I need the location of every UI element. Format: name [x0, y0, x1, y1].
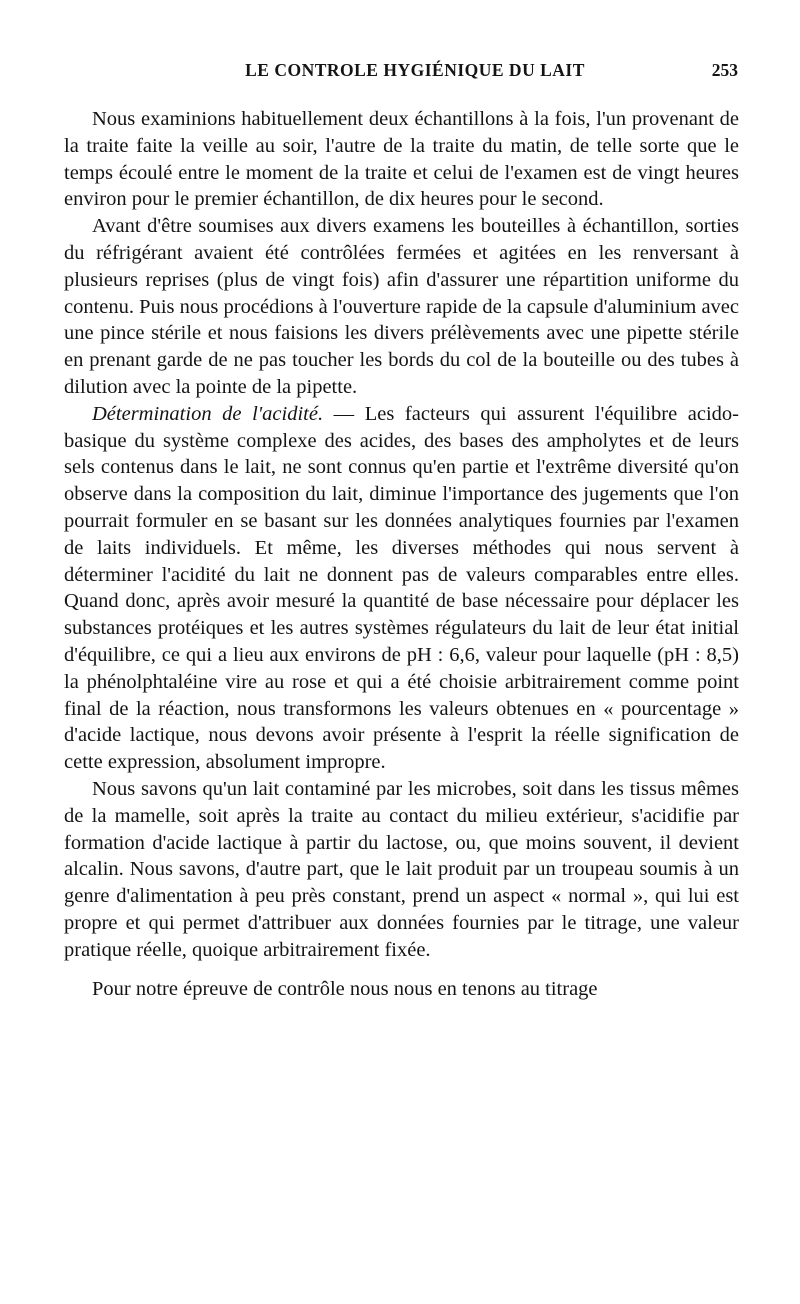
- paragraph-sampling: Nous examinions habituellement deux échantillons à la fois, l'un provenant de la traite faite la veille au soir, l'autre de la traite du matin, de telle sorte que le temps écoulé entre le moment de la traite et celui de l'examen est de vingt heures environ pour le premier échantillon, de dix heures pour le second.: [64, 108, 739, 211]
- running-header: [92, 60, 738, 90]
- section-heading-acidity: Détermination de l'acidité.: [92, 402, 324, 425]
- paragraph-acidity: [64, 401, 739, 776]
- page-number: 253: [711, 60, 738, 80]
- paragraph-contamination: Nous savons qu'un lait contaminé par les microbes, soit dans les tissus mêmes de la mamelle, soit après la traite au contact du milieu extérieur, s'acidifie par formation d'acide lactique à partir du lactose, ou, que moins souvent, il devient alcalin. Nous savons, d'autre part, que le lait produit par un troupeau soumis à un genre d'alimentation à peu près constant, prend un aspect « normal », qui lui est propre et qui permet d'attribuer aux données fournies par le titrage, une valeur pratique réelle, quoique arbitrairement fixée.: [64, 777, 739, 961]
- body-text: [64, 106, 739, 1002]
- paragraph-acidity-text: — Les facteurs qui assurent l'équilibre acido-basique du système complexe des acides, des bases des ampholytes et de leurs sels contenus dans le lait, ne sont connus qu'en partie et l'extrême diversité qu'on observe dans la composition du lait, diminue l'importance des jugements que l'on pourrait formuler en se basant sur les données analytiques fournies par l'examen de laits individuels. Et même, les diverses méthodes qui nous servent à déterminer l'acidité du lait ne donnent pas de valeurs comparables entre elles. Quand donc, après avoir mesuré la quantité de base nécessaire pour déplacer les substances protéiques et les autres systèmes régulateurs du lait de leur état initial d'équilibre, ce qui a lieu aux environs de pH : 6,6, valeur pour laquelle (pH : 8,5) la phénolphtaléine vire au rose et qui a été choisie arbitrairement comme point final de la réaction, nous transformons les valeurs obtenues en « pourcentage » d'acide lactique, nous devons avoir présente à l'esprit la réelle signification de cette expression, absolument impropre.: [64, 402, 739, 774]
- paragraph-bottle-handling: Avant d'être soumises aux divers examens les bouteilles à échantillon, sorties du réfrigérant avaient été contrôlées fermées et agitées en les renversant à plusieurs reprises (plus de vingt fois) afin d'assurer une répartition uniforme du contenu. Puis nous procédions à l'ouverture rapide de la capsule d'aluminium avec une pince stérile et nous faisions les divers prélèvements avec une pipette stérile en prenant garde de ne pas toucher les bords du col de la bouteille ou des tubes à dilution avec la pointe de la pipette.: [64, 215, 739, 398]
- running-title: LE CONTROLE HYGIÉNIQUE DU LAIT: [245, 60, 585, 80]
- paragraph-control-test: Pour notre épreuve de contrôle nous nous en tenons au titrage: [92, 977, 598, 1000]
